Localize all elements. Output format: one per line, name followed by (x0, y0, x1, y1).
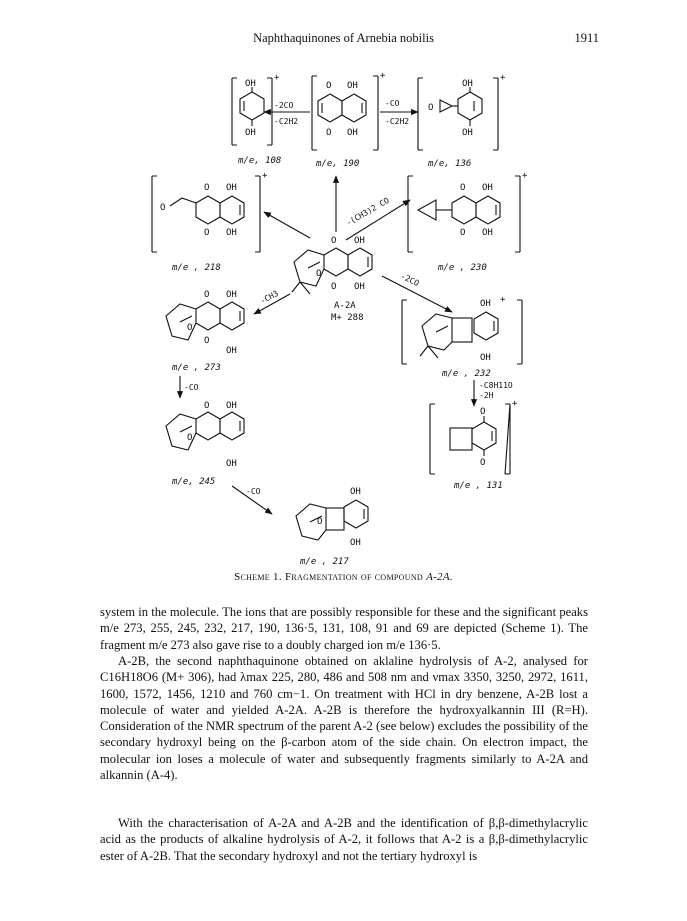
arrow-label-c2h2: -C2H2 (385, 117, 410, 126)
atom-o-plus: O (187, 433, 193, 443)
mass-label-131: m/e , 131 (454, 481, 503, 491)
arrow-label-c8h11o: -C8H11O (479, 381, 513, 390)
mass-label-136: m/e, 136 (428, 159, 472, 169)
caption-compound: A-2A. (426, 571, 453, 583)
atom-oh: OH (226, 401, 237, 411)
atom-o: O (331, 236, 337, 246)
mass-label-245: m/e, 245 (172, 477, 216, 487)
atom-o: O (480, 407, 486, 417)
atom-o: O (204, 336, 210, 346)
charge-plus: + (500, 73, 506, 83)
mass-label-273: m/e , 273 (172, 363, 221, 373)
atom-o: O (204, 228, 210, 238)
charge-plus: + (262, 171, 268, 181)
paragraph-text: A-2B, the second naphthaquinone obtained on aklaline hydrolysis of A-2, analysed for C16H18O6 (M+ 306), had λmax 225, 280, 486 and 508 nm and νmax 3350, 3250, 2972, 1611, 1600, 1572, 1456, 1210 and 760 cm−1. On treatment with HCl in dry benzene, A-2B lost a molecule of water and yielded A-2A. A-2B is therefore the hydroxyalkannin III (R=H). Consideration of the NMR spectrum of the parent A-2 (see below) excludes the possibility of the secondary hydroxyl being on the β-carbon atom of the side chain. On electron impact, the molecular ion loses a molecule of water and subsequently fragments similarly to A-2A and alkannin (A-4). (100, 654, 588, 783)
atom-o: O (460, 183, 466, 193)
charge-plus: + (274, 73, 280, 83)
atom-o: O (460, 228, 466, 238)
atom-o: O (204, 401, 210, 411)
atom-oh: OH (226, 346, 237, 356)
arrow-label-2co: -2CO (399, 271, 421, 288)
running-title: Naphthaquinones of Arnebia nobilis (253, 31, 434, 45)
atom-o: O (204, 183, 210, 193)
body-paragraph-1 (100, 604, 588, 653)
charge-plus: + (380, 71, 386, 81)
atom-oh: OH (480, 353, 491, 363)
atom-oh: OH (354, 236, 365, 246)
atom-oh: OH (245, 128, 256, 138)
atom-oh: OH (350, 538, 361, 548)
mass-label-218: m/e , 218 (172, 263, 221, 273)
atom-o: O (428, 103, 434, 113)
arrow-label-c2h2: -C2H2 (274, 117, 299, 126)
scheme-caption (0, 571, 687, 583)
atom-oh: OH (482, 228, 493, 238)
body-paragraph-3 (100, 815, 588, 864)
mass-label-190: m/e, 190 (316, 159, 360, 169)
atom-oh: OH (462, 79, 473, 89)
atom-o-plus: O (317, 517, 323, 527)
atom-o: O (480, 458, 486, 468)
atom-oh: OH (480, 299, 491, 309)
molecular-ion-label: M+ 288 (331, 313, 364, 323)
structure-m136 (418, 78, 498, 150)
atom-oh: OH (350, 487, 361, 497)
atom-o: O (204, 290, 210, 300)
atom-o: O (326, 81, 332, 91)
atom-o: O (160, 203, 166, 213)
compound-label: A-2A (334, 301, 356, 311)
arrow-label-2h: -2H (479, 391, 494, 400)
structure-m273 (166, 302, 244, 340)
atom-o-plus: O (316, 269, 322, 279)
atom-o-plus: O (187, 323, 193, 333)
atom-oh: OH (226, 228, 237, 238)
charge-plus: + (512, 399, 518, 409)
atom-oh: OH (226, 459, 237, 469)
atom-oh: OH (226, 290, 237, 300)
atom-oh: OH (347, 81, 358, 91)
structure-m245 (166, 412, 244, 450)
arrow-label-dimethyl-co: -(CH3)2 CO (344, 195, 391, 228)
caption-prefix: Scheme 1. Fragmentation of compound (234, 571, 423, 583)
arrow-label-co: -CO (184, 383, 199, 392)
mass-label-230: m/e , 230 (438, 263, 487, 273)
charge-plus: + (522, 171, 528, 181)
structure-m190 (312, 76, 378, 150)
body-paragraph-2 (100, 653, 588, 783)
atom-o: O (326, 128, 332, 138)
arrow-label-ch3: -CH3 (258, 288, 280, 306)
atom-oh: OH (245, 79, 256, 89)
atom-o: O (331, 282, 337, 292)
atom-oh: OH (482, 183, 493, 193)
atom-oh: OH (226, 183, 237, 193)
mass-label-232: m/e , 232 (442, 369, 491, 379)
page-number: 1911 (574, 31, 599, 45)
atom-oh: OH (347, 128, 358, 138)
atom-oh: OH (354, 282, 365, 292)
arrow-label-co: -CO (385, 99, 400, 108)
arrow-label-2co: -2CO (274, 101, 294, 110)
mass-label-217: m/e , 217 (300, 557, 349, 567)
paragraph-text: With the characterisation of A-2A and A-2B and the identification of β,β-dimethylacrylic acid as the products of alkaline hydrolysis of A-2, it follows that A-2 is a β,β-dimethylacrylic ester of A-2B. That the secondary hydroxyl and not the tertiary hydroxyl is (100, 816, 588, 863)
arrow-288-to-218 (264, 212, 310, 238)
paragraph-text: system in the molecule. The ions that are possibly responsible for these and the significant peaks m/e 273, 255, 245, 232, 217, 190, 136·5, 131, 108, 91 and 69 are depicted (Scheme 1). The fragment m/e 273 also gave rise to a doubly charged ion m/e 136·5. (100, 605, 588, 652)
arrow-label-co: -CO (246, 487, 261, 496)
mass-label-108: m/e, 108 (238, 156, 282, 166)
charge-plus: + (500, 295, 506, 305)
atom-oh: OH (462, 128, 473, 138)
structure-m131 (430, 404, 510, 474)
structure-m232 (402, 300, 522, 364)
structure-m217 (296, 500, 368, 540)
